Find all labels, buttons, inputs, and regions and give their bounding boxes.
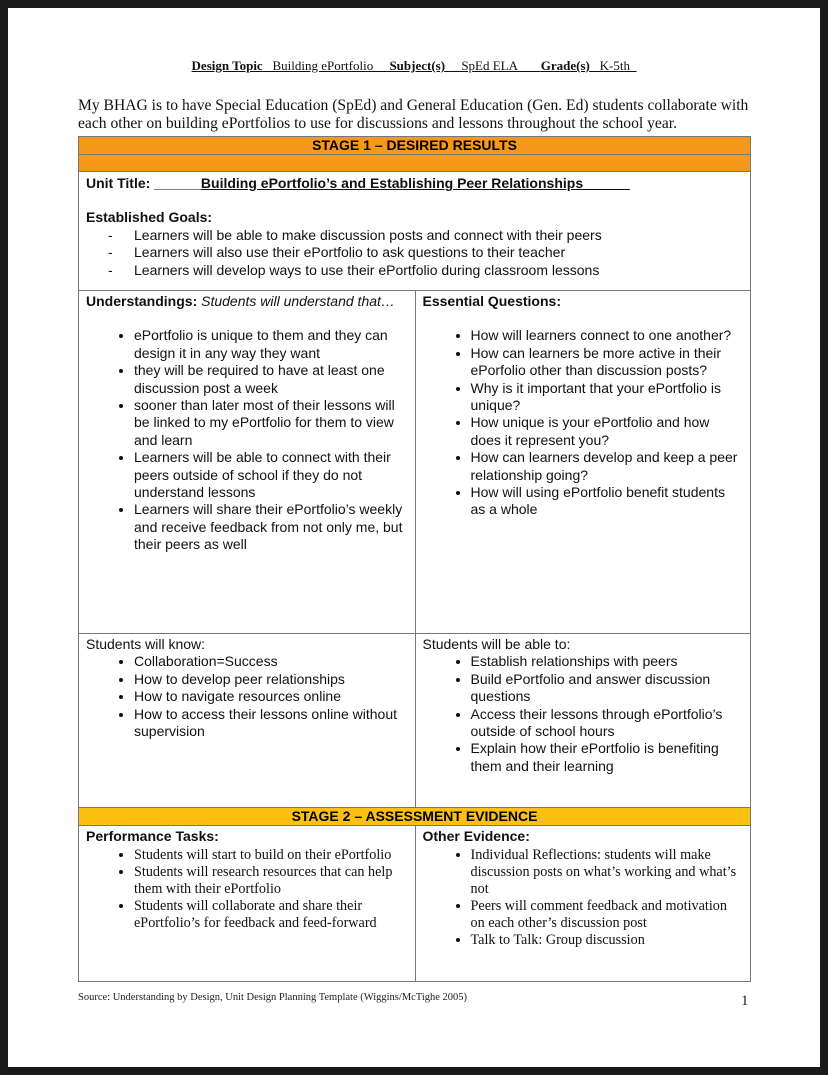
unit-title-value: Building ePortfolio’s and Establishing Peer Relationships______ bbox=[200, 175, 630, 191]
design-topic-label: Design Topic bbox=[191, 58, 263, 73]
list-item: • How unique is your ePortfolio and how does it represent you? bbox=[471, 414, 744, 449]
stage1-header bbox=[79, 137, 750, 155]
page-number: 1 bbox=[741, 993, 749, 1009]
list-item: • Build ePortfolio and answer discussion questions bbox=[471, 671, 744, 706]
stage2-title: STAGE 2 – ASSESSMENT EVIDENCE bbox=[291, 808, 538, 824]
goals-label: Established Goals: bbox=[86, 209, 213, 226]
able-list bbox=[423, 653, 744, 775]
grade-label: Grade(s) bbox=[540, 58, 590, 73]
stage1-spacer bbox=[79, 155, 750, 172]
bhag-statement: My BHAG is to have Special Education (SpEd) and General Education (Gen. Ed) students collaborate with each other on building ePortfolios to use for discussions and lessons throughout the school year. bbox=[78, 97, 749, 132]
questions-list bbox=[423, 327, 744, 518]
understandings-intro: Students will understand that… bbox=[201, 293, 395, 309]
list-item: • Explain how their ePortfolio is benefiting them and their learning bbox=[471, 740, 744, 775]
unit-title-label: Unit Title: ______ bbox=[86, 175, 201, 191]
unit-section bbox=[79, 172, 750, 291]
list-item: • sooner than later most of their lessons will be linked to my ePortfolio for them to view and learn bbox=[134, 397, 408, 449]
list-item: • Collaboration=Success bbox=[134, 653, 408, 670]
list-item: • How to access their lessons online without supervision bbox=[134, 706, 408, 741]
evidence-list bbox=[423, 847, 744, 949]
planning-table bbox=[78, 136, 751, 982]
list-item: • How can learners be more active in their ePorfolio other than discussion posts? bbox=[471, 345, 744, 380]
know-able-row bbox=[79, 634, 750, 808]
list-item: • Learners will be able to connect with their peers outside of school if they do not understand lessons bbox=[134, 449, 408, 501]
design-topic-value: _Building ePortfolio__ bbox=[265, 58, 387, 73]
list-item: • How will learners connect to one another? bbox=[471, 327, 744, 344]
evidence-label: Other Evidence: bbox=[422, 828, 530, 844]
subject-value: __SpEd ELA___ bbox=[448, 58, 538, 73]
stage1-title: STAGE 1 – DESIRED RESULTS bbox=[312, 137, 517, 153]
list-item: • Access their lessons through ePortfolio’s outside of school hours bbox=[471, 706, 744, 741]
understandings-heading bbox=[86, 293, 408, 310]
source-footer: Source: Understanding by Design, Unit Design Planning Template (Wiggins/McTighe 2005) bbox=[78, 992, 468, 1003]
list-item: • Students will research resources that can help them with their ePortfolio bbox=[134, 864, 408, 898]
design-header bbox=[8, 58, 820, 74]
questions-label: Essential Questions: bbox=[422, 293, 561, 309]
know-list bbox=[86, 653, 408, 740]
able-label: Students will be able to: bbox=[422, 636, 571, 652]
list-item: • Learners will share their ePortfolio’s weekly and receive feedback from not only me, but their peers as well bbox=[134, 501, 408, 553]
goals-list bbox=[86, 227, 743, 279]
know-label: Students will know: bbox=[86, 636, 206, 652]
tasks-label: Performance Tasks: bbox=[86, 828, 219, 844]
unit-title bbox=[86, 175, 743, 192]
stage2-header bbox=[79, 808, 750, 826]
list-item: • Students will collaborate and share their ePortfolio’s for feedback and feed-forward bbox=[134, 898, 408, 932]
list-item: • Talk to Talk: Group discussion bbox=[471, 932, 744, 949]
document-page bbox=[8, 8, 820, 1067]
understandings-list bbox=[86, 327, 408, 553]
list-item: • How can learners develop and keep a peer relationship going? bbox=[471, 449, 744, 484]
list-item: - Learners will develop ways to use their ePortfolio during classroom lessons bbox=[134, 262, 743, 279]
grade-value: _K-5th_ bbox=[593, 58, 637, 73]
list-item: • Peers will comment feedback and motivation on each other’s discussion post bbox=[471, 898, 744, 932]
list-item: - Learners will be able to make discussion posts and connect with their peers bbox=[134, 227, 743, 244]
list-item: • Establish relationships with peers bbox=[471, 653, 744, 670]
tasks-list bbox=[86, 847, 408, 932]
understandings-row bbox=[79, 291, 750, 634]
list-item: • they will be required to have at least one discussion post a week bbox=[134, 362, 408, 397]
understandings-label: Understandings: bbox=[86, 293, 198, 309]
list-item: • Students will start to build on their ePortfolio bbox=[134, 847, 408, 864]
list-item: • How to develop peer relationships bbox=[134, 671, 408, 688]
assessment-row bbox=[79, 826, 750, 981]
list-item: • How will using ePortfolio benefit students as a whole bbox=[471, 484, 744, 519]
list-item: • ePortfolio is unique to them and they can design it in any way they want bbox=[134, 327, 408, 362]
list-item: • Why is it important that your ePortfolio is unique? bbox=[471, 380, 744, 415]
list-item: • Individual Reflections: students will make discussion posts on what’s working and what’s not bbox=[471, 847, 744, 898]
list-item: - Learners will also use their ePortfolio to ask questions to their teacher bbox=[134, 244, 743, 261]
list-item: • How to navigate resources online bbox=[134, 688, 408, 705]
subject-label: Subject(s) bbox=[389, 58, 446, 73]
